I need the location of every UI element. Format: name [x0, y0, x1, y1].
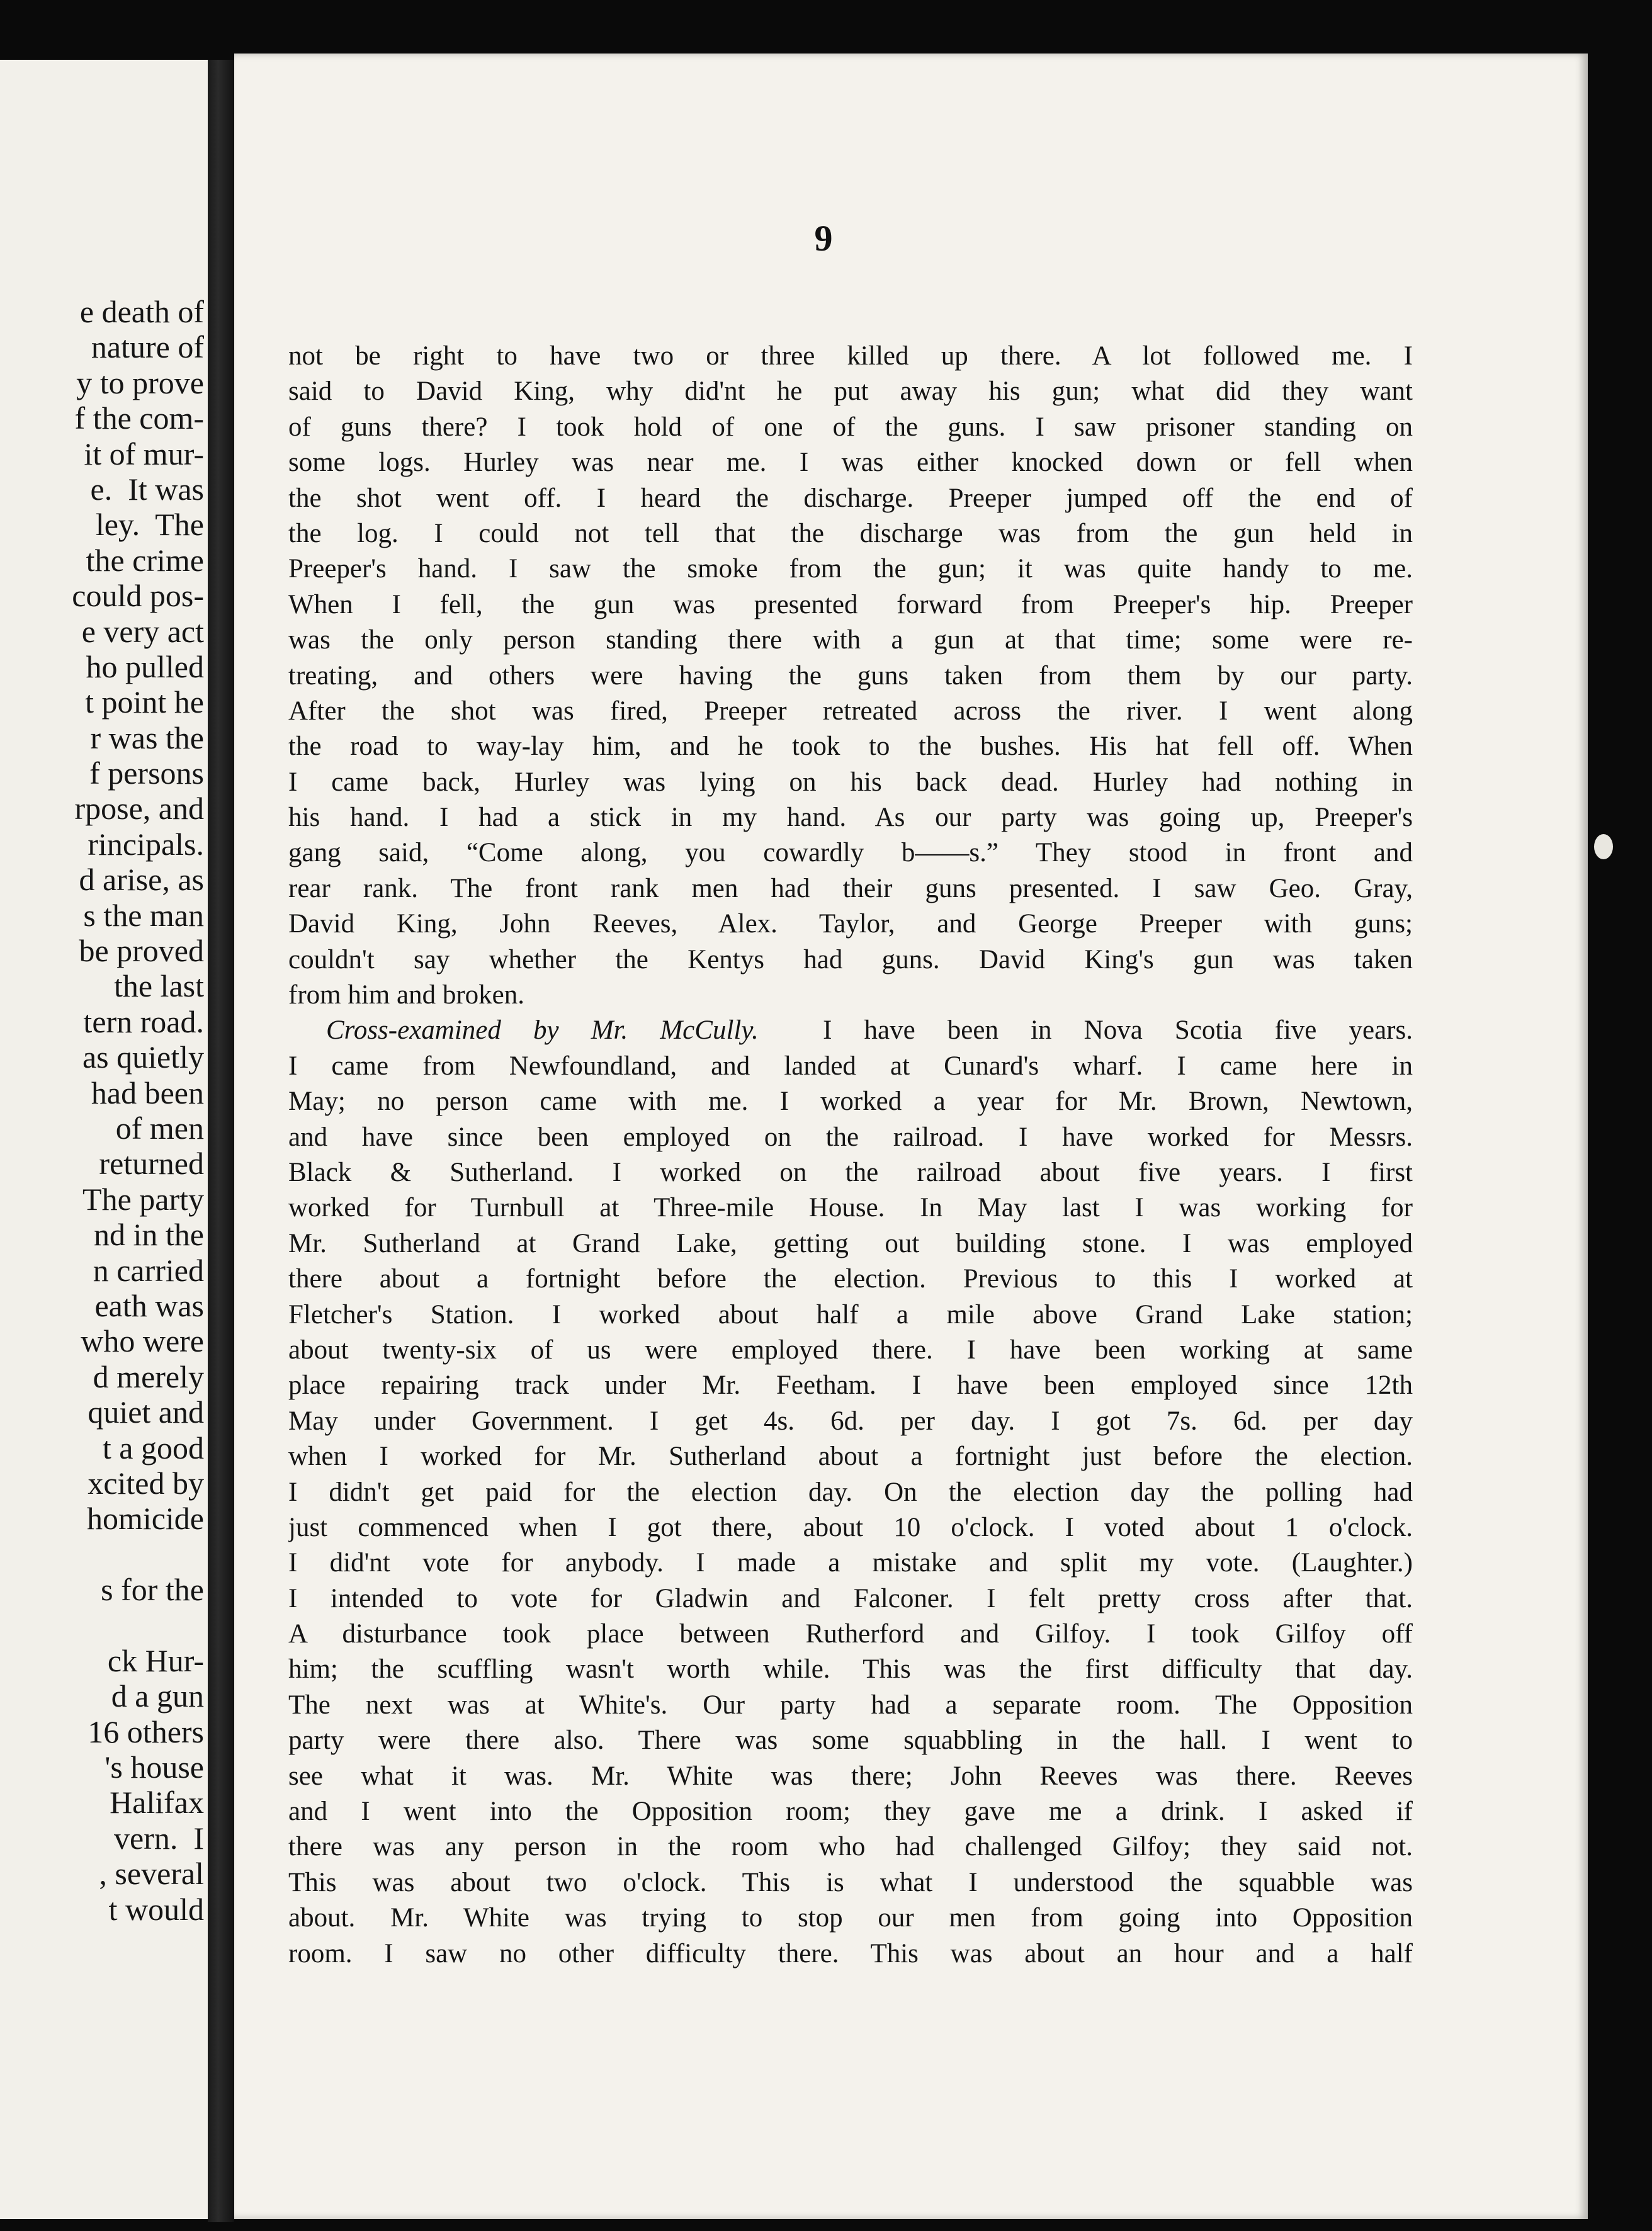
- left-fragment-line: [0, 1537, 208, 1572]
- text-line: I came back, Hurley was lying on his back dead. Hurley had nothing in: [288, 767, 1413, 797]
- left-fragment-line: rpose, and: [74, 791, 204, 827]
- text-line: and I went into the Opposition room; they gave me a drink. I asked if: [288, 1797, 1413, 1827]
- text-line: not be right to have two or three killed up there. A lot followed me. I: [288, 341, 1413, 371]
- text-line: there was any person in the room who had challenged Gilfoy; they said not.: [288, 1832, 1413, 1862]
- text-line: some logs. Hurley was near me. I was either knocked down or fell when: [288, 448, 1413, 478]
- left-fragment-line: r was the: [90, 720, 204, 755]
- page-number: 9: [814, 218, 833, 259]
- text-line: place repairing track under Mr. Feetham. I have been employed since 12th: [288, 1370, 1413, 1401]
- left-fragment-line: , several: [99, 1856, 204, 1892]
- left-fragment-line: ho pulled: [86, 648, 204, 684]
- text-line: was the only person standing there with a gun at that time; some were re-: [288, 625, 1413, 655]
- text-line: Black & Sutherland. I worked on the railroad about five years. I first: [288, 1157, 1413, 1187]
- text-line: his hand. I had a stick in my hand. As our party was going up, Preeper's: [288, 803, 1413, 833]
- left-fragment-line: t would: [108, 1891, 204, 1927]
- left-fragment-line: ck Hur-: [107, 1642, 204, 1678]
- left-fragment-line: xcited by: [88, 1465, 204, 1501]
- left-fragment-line: it of mur-: [84, 436, 204, 472]
- left-fragment-line: e death of: [79, 294, 204, 329]
- text-line: This was about two o'clock. This is what I understood the squabble was: [288, 1867, 1413, 1897]
- text-line: worked for Turnbull at Three-mile House. In May last I was working for: [288, 1193, 1413, 1223]
- left-fragment-line: t a good: [102, 1430, 204, 1466]
- book-gutter: [208, 60, 234, 2222]
- paper-speck: [1594, 834, 1613, 859]
- left-fragment-line: e. It was: [90, 471, 204, 507]
- cross-examination-paragraph: [288, 1049, 1413, 1972]
- text-line: couldn't say whether the Kentys had guns. David King's gun was taken: [288, 944, 1413, 974]
- text-line: party were there also. There was some squabbling in the hall. I went to: [288, 1725, 1413, 1756]
- left-page-fragment: [0, 60, 208, 2219]
- text-line: Preeper's hand. I saw the smoke from the gun; it was quite handy to me.: [288, 554, 1413, 584]
- left-fragment-line: be proved: [79, 933, 204, 969]
- left-fragment-line: d a gun: [111, 1678, 204, 1714]
- cross-examination-first-text: I have been in Nova Scotia five years.: [823, 1015, 1413, 1046]
- left-fragment-line: homicide: [86, 1501, 204, 1537]
- left-fragment-line: tern road.: [83, 1003, 204, 1039]
- cross-examination-label: Cross-examined by Mr. McCully.: [326, 1015, 759, 1046]
- left-page-text: [0, 294, 208, 1927]
- left-fragment-line: nd in the: [94, 1217, 204, 1253]
- left-fragment-line: quiet and: [88, 1394, 204, 1430]
- left-fragment-line: eath was: [94, 1287, 204, 1323]
- text-line: room. I saw no other difficulty there. This was about an hour and a half: [288, 1938, 1413, 1968]
- left-fragment-line: d merely: [93, 1358, 204, 1394]
- text-line: of guns there? I took hold of one of the guns. I saw prisoner standing on: [288, 412, 1413, 442]
- left-fragment-line: d arise, as: [79, 862, 204, 898]
- text-line: about. Mr. White was trying to stop our men from going into Opposition: [288, 1903, 1413, 1933]
- left-fragment-line: of men: [115, 1110, 204, 1146]
- page-body: [288, 339, 1413, 1972]
- left-fragment-line: s for the: [101, 1572, 204, 1608]
- text-line: from him and broken.: [288, 980, 524, 1010]
- left-fragment-line: The party: [82, 1181, 204, 1217]
- text-line: there about a fortnight before the election. Previous to this I worked at: [288, 1264, 1413, 1294]
- text-line: the road to way-lay him, and he took to the bushes. His hat fell off. When: [288, 731, 1413, 762]
- left-fragment-line: as quietly: [82, 1039, 204, 1075]
- left-fragment-line: s the man: [83, 897, 204, 933]
- left-fragment-line: [0, 1607, 208, 1642]
- left-fragment-line: e very act: [81, 613, 204, 649]
- text-line: The next was at White's. Our party had a separate room. The Opposition: [288, 1690, 1413, 1720]
- text-line: Fletcher's Station. I worked about half a mile above Grand Lake station;: [288, 1299, 1413, 1330]
- text-line: I did'nt vote for anybody. I made a mistake and split my vote. (Laughter.): [288, 1548, 1413, 1578]
- right-page: [234, 54, 1588, 2219]
- left-fragment-line: could pos-: [72, 578, 204, 614]
- text-line: When I fell, the gun was presented forward from Preeper's hip. Preeper: [288, 589, 1413, 619]
- text-line: After the shot was fired, Preeper retreated across the river. I went along: [288, 696, 1413, 726]
- left-fragment-line: y to prove: [76, 364, 204, 400]
- cross-examination-first-line: [288, 1013, 1413, 1048]
- left-fragment-line: f the com-: [74, 400, 204, 436]
- text-line: him; the scuffling wasn't worth while. This was the first difficulty that day.: [288, 1654, 1413, 1685]
- text-line: and have since been employed on the railroad. I have worked for Messrs.: [288, 1122, 1413, 1152]
- left-fragment-line: vern. I: [114, 1820, 204, 1856]
- text-line: gang said, “Come along, you cowardly b——s.” They stood in front and: [288, 838, 1413, 868]
- text-line: the log. I could not tell that the discharge was from the gun held in: [288, 518, 1413, 548]
- text-line: rear rank. The front rank men had their guns presented. I saw Geo. Gray,: [288, 873, 1413, 903]
- text-line: said to David King, why did'nt he put away his gun; what did they want: [288, 376, 1413, 407]
- text-line: treating, and others were having the guns taken from them by our party.: [288, 660, 1413, 691]
- testimony-paragraph: [288, 339, 1413, 1013]
- left-fragment-line: the crime: [86, 542, 204, 578]
- left-fragment-line: had been: [91, 1075, 204, 1110]
- text-line: David King, John Reeves, Alex. Taylor, and George Preeper with guns;: [288, 909, 1413, 939]
- text-line: I came from Newfoundland, and landed at Cunard's wharf. I came here in: [288, 1051, 1413, 1081]
- text-line: May under Government. I get 4s. 6d. per day. I got 7s. 6d. per day: [288, 1406, 1413, 1436]
- text-line: I didn't get paid for the election day. On the election day the polling had: [288, 1477, 1413, 1507]
- text-line: I intended to vote for Gladwin and Falconer. I felt pretty cross after that.: [288, 1583, 1413, 1613]
- left-fragment-line: 16 others: [88, 1714, 204, 1749]
- left-fragment-line: f persons: [89, 755, 204, 791]
- text-line: May; no person came with me. I worked a year for Mr. Brown, Newtown,: [288, 1087, 1413, 1117]
- text-line: see what it was. Mr. White was there; John Reeves was there. Reeves: [288, 1761, 1413, 1791]
- left-fragment-line: ley. The: [95, 507, 204, 543]
- text-line: A disturbance took place between Rutherford and Gilfoy. I took Gilfoy off: [288, 1619, 1413, 1649]
- left-fragment-line: n carried: [93, 1252, 204, 1288]
- left-fragment-line: nature of: [91, 329, 204, 365]
- left-fragment-line: returned: [99, 1146, 204, 1182]
- text-line: the shot went off. I heard the discharge. Preeper jumped off the end of: [288, 483, 1413, 513]
- left-fragment-line: the last: [113, 968, 204, 1004]
- left-fragment-line: t point he: [85, 684, 204, 720]
- left-fragment-line: 's house: [105, 1749, 204, 1785]
- text-line: just commenced when I got there, about 10 o'clock. I voted about 1 o'clock.: [288, 1512, 1413, 1542]
- text-line: when I worked for Mr. Sutherland about a fortnight just before the election.: [288, 1442, 1413, 1472]
- left-fragment-line: who were: [81, 1323, 204, 1359]
- left-fragment-line: Halifax: [110, 1785, 204, 1821]
- text-line: Mr. Sutherland at Grand Lake, getting out building stone. I was employed: [288, 1228, 1413, 1258]
- left-fragment-line: rincipals.: [88, 826, 204, 862]
- text-line: about twenty-six of us were employed there. I have been working at same: [288, 1335, 1413, 1365]
